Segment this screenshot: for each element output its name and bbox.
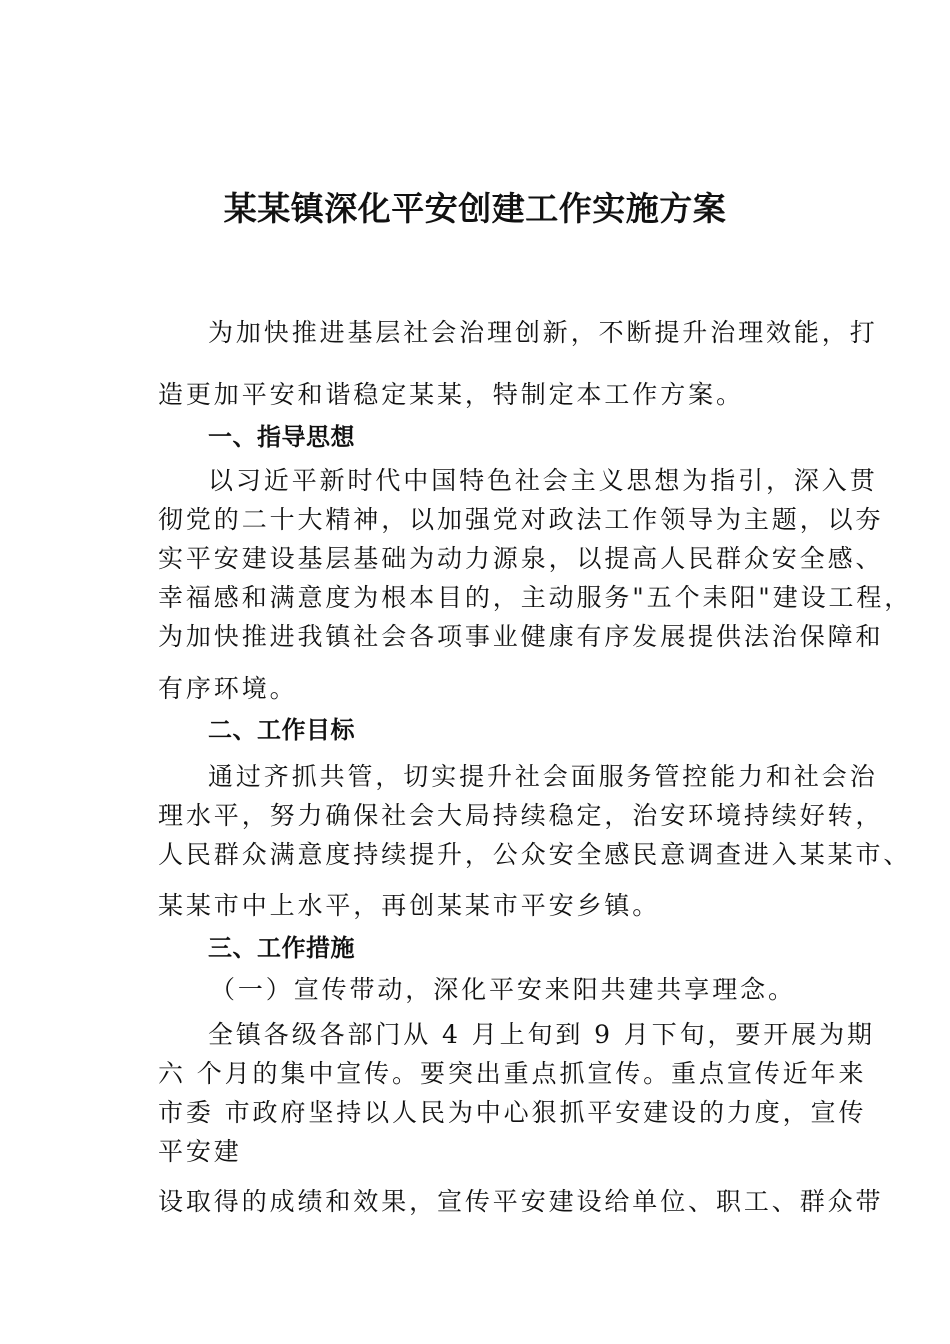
- paragraph-line: 为加快推进我镇社会各项事业健康有序发展提供法治保障和: [158, 622, 884, 651]
- intro-line-2: 造更加平安和谐稳定某某，特制定本工作方案。: [158, 380, 744, 409]
- paragraph-line: 全镇各级各部门从 4 月上旬到 9 月下旬，要开展为期: [208, 1020, 875, 1049]
- section-heading-work-goals: 二、工作目标: [208, 716, 355, 744]
- paragraph-line: 人民群众满意度持续提升，公众安全感民意调查进入某某市、: [158, 840, 912, 869]
- paragraph-line: 实平安建设基层基础为动力源泉，以提高人民群众安全感、: [158, 544, 884, 573]
- paragraph-line: 通过齐抓共管，切实提升社会面服务管控能力和社会治: [208, 762, 878, 791]
- document-title: 某某镇深化平安创建工作实施方案: [223, 189, 727, 228]
- section-heading-work-measures: 三、工作措施: [208, 934, 355, 962]
- paragraph-line: 彻党的二十大精神，以加强党对政法工作领导为主题，以夯: [158, 505, 884, 534]
- intro-line-1: 为加快推进基层社会治理创新，不断提升治理效能，打: [208, 318, 878, 347]
- paragraph-line: 设取得的成绩和效果，宣传平安建设给单位、职工、群众带: [158, 1187, 884, 1216]
- paragraph-line: 幸福感和满意度为根本目的，主动服务"五个耒阳"建设工程，: [158, 583, 913, 612]
- paragraph-line: 六 个月的集中宣传。要突出重点抓宣传。重点宣传近年来: [158, 1059, 867, 1088]
- paragraph-line: 以习近平新时代中国特色社会主义思想为指引，深入贯: [208, 466, 878, 495]
- paragraph-line: 平安建: [158, 1137, 242, 1166]
- section-heading-guiding-thought: 一、指导思想: [208, 423, 355, 451]
- paragraph-line: 有序环境。: [158, 674, 298, 703]
- paragraph-line: 市委 市政府坚持以人民为中心狠抓平安建设的力度，宣传: [158, 1098, 867, 1127]
- paragraph-line: 理水平，努力确保社会大局持续稳定，治安环境持续好转，: [158, 801, 884, 830]
- subsection-heading: （一）宣传带动，深化平安来阳共建共享理念。: [210, 975, 796, 1004]
- paragraph-line: 某某市中上水平，再创某某市平安乡镇。: [158, 891, 661, 920]
